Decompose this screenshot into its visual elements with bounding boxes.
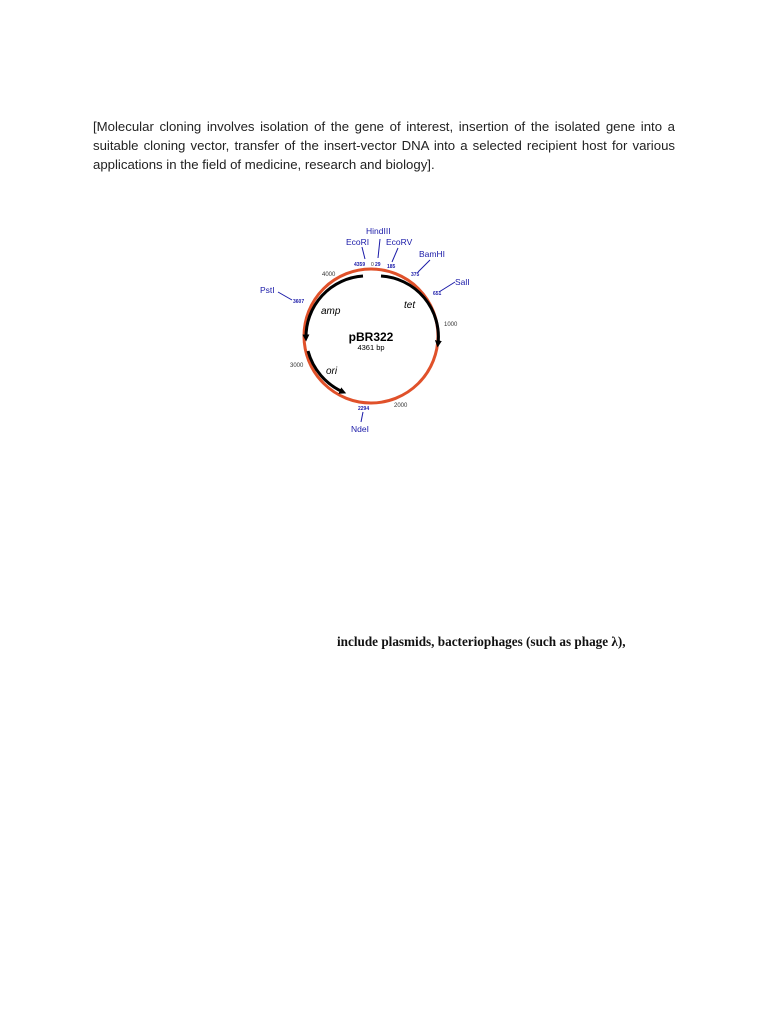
site-pos-ndei: 2294: [358, 406, 370, 412]
amp-gene-label: amp: [321, 306, 341, 317]
site-name-bamhi: BamHI: [419, 249, 445, 259]
plasmid-name: pBR322: [348, 330, 394, 344]
site-pos-ecori: 4359: [354, 262, 366, 268]
ori-gene-label: ori: [326, 366, 338, 377]
site-name-psti: PstI: [260, 285, 275, 295]
ecorv-leader: [392, 248, 398, 262]
site-pos-hindiii: 29: [375, 262, 381, 268]
site-name-ndei: NdeI: [351, 424, 369, 434]
site-pos-zero: 0: [371, 262, 374, 268]
site-name-ecorv: EcoRV: [386, 237, 413, 247]
psti-leader: [278, 292, 292, 300]
site-name-ecori: EcoRI: [346, 237, 370, 247]
site-pos-bamhi: 375: [411, 272, 420, 278]
scale-tick-4000: 4000: [322, 272, 336, 278]
scale-tick-2000: 2000: [394, 403, 408, 409]
scale-tick-1000: 1000: [444, 322, 458, 328]
intro-paragraph: [Molecular cloning involves isolation of the gene of interest, insertion of the isolated gene into a suitable cloning vector, transfer of the insert-vector DNA into a selected recipient host for various applications in the field of medicine, research and biology].: [93, 119, 675, 172]
hindiii-leader: [378, 239, 380, 258]
bamhi-leader: [418, 260, 430, 272]
sali-leader: [439, 282, 455, 292]
ndei-leader: [361, 412, 363, 422]
scale-tick-3000: 3000: [290, 363, 304, 369]
tet-gene-label: tet: [404, 300, 416, 311]
plasmid-size: 4361 bp: [357, 343, 385, 352]
site-name-hindiii: HindIII: [366, 226, 391, 236]
ecori-leader: [362, 247, 365, 259]
plasmid-map: [250, 220, 490, 440]
site-pos-psti: 3607: [293, 299, 305, 305]
site-name-sali: SalI: [455, 277, 470, 287]
bold-text-fragment: include plasmids, bacteriophages (such as phage λ),: [337, 634, 626, 649]
site-pos-ecorv: 185: [387, 264, 396, 270]
site-pos-sali: 651: [433, 291, 442, 297]
